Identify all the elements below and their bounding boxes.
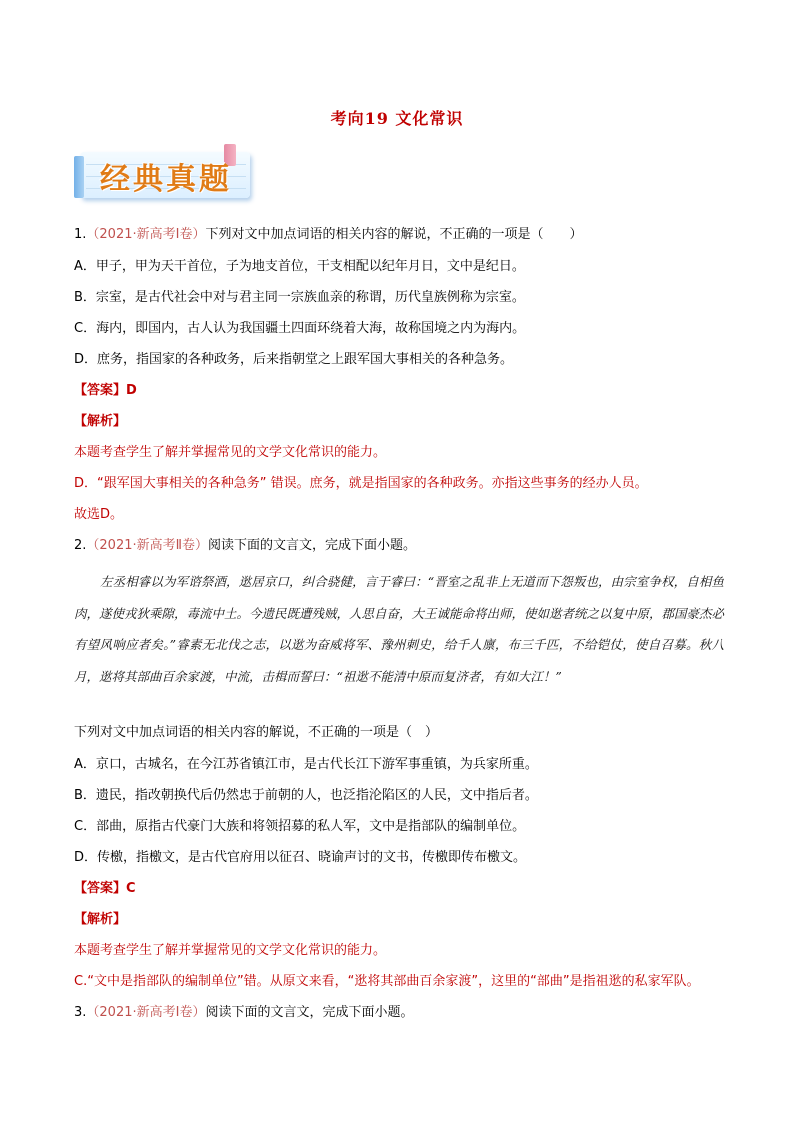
classical-passage: 左丞相睿以为军谘祭酒，逖居京口，纠合骁健，言于睿曰：“晋室之乱非上无道而下怨叛也，由宗室争权，自相鱼肉，遂使戎狄乘隙，毒流中土。今遗民既遭残贼，人思自奋，大王诚能命将出师，使如逖者统之以复中原，郡国豪杰必有望风响应者矣。”睿素无北伐之志，以逖为奋威将军、豫州刺史，给千人廪，布三千匹，不给铠仗，使自召募。秋八月，逖将其部曲百余家渡，中流，击楫而誓曰：“祖逖不能清中原而复济者，有如大江！” — [74, 574, 725, 684]
option-c: C．部曲，原指古代豪门大族和将领招募的私人军，文中是指部队的编制单位。 — [74, 819, 526, 834]
option-b: B．遗民，指改朝换代后仍然忠于前朝的人，也泛指沦陷区的人民，文中指后者。 — [74, 788, 538, 803]
question-text: 阅读下面的文言文，完成下面小题。 — [208, 538, 417, 553]
question-2-stem — [74, 537, 416, 555]
answer-label: 【答案】 — [74, 383, 127, 398]
answer-value: D — [126, 383, 137, 398]
option-b: B．宗室，是古代社会中对与君主同一宗族血亲的称谓，历代皇族例称为宗室。 — [74, 290, 525, 305]
answer-label: 【答案】 — [74, 881, 127, 896]
analysis-text: 本题考查学生了解并掌握常见的文学文化常识的能力。 — [74, 943, 387, 958]
question-3-stem — [74, 1004, 413, 1022]
question-source: （2021·新高考Ⅰ卷） — [86, 227, 206, 242]
option-c: C．海内，即国内，古人认为我国疆土四面环绕着大海，故称国境之内为海内。 — [74, 321, 526, 336]
question-source: （2021·新高考Ⅰ卷） — [86, 1005, 206, 1020]
answer-line — [74, 382, 137, 400]
question-2-prompt: 下列对文中加点词语的相关内容的解说，不正确的一项是（ ） — [74, 725, 439, 740]
question-1-stem — [74, 226, 582, 244]
question-source: （2021·新高考Ⅱ卷） — [86, 538, 209, 553]
option-a: A．京口，古城名，在今江苏省镇江市，是古代长江下游军事重镇，为兵家所重。 — [74, 757, 538, 772]
option-d: D．传檄，指檄文，是古代官府用以征召、晓谕声讨的文书，传檄即传布檄文。 — [74, 850, 527, 865]
answer-value: C — [126, 881, 136, 896]
banner-binding — [74, 156, 84, 198]
answer-line — [74, 880, 136, 898]
analysis-label: 【解析】 — [74, 414, 127, 429]
page-title: 考向19 文化常识 — [330, 109, 464, 128]
analysis-label: 【解析】 — [74, 912, 127, 927]
section-banner — [74, 148, 252, 202]
option-a: A．甲子，甲为天干首位，子为地支首位，干支相配以纪年月日，文中是纪日。 — [74, 259, 525, 274]
conclusion: 故选D。 — [74, 507, 124, 522]
analysis-detail: D．“跟军国大事相关的各种急务” 错误。庶务，就是指国家的各种政务。亦指这些事务的经办人员。 — [74, 476, 648, 491]
analysis-text: 本题考查学生了解并掌握常见的文学文化常识的能力。 — [74, 445, 387, 460]
question-number: 3. — [74, 1005, 87, 1020]
banner-label: 经典真题 — [100, 162, 232, 197]
analysis-detail: C.“文中是指部队的编制单位”错。从原文来看，“逖将其部曲百余家渡”，这里的“部曲”是指祖逖的私家军队。 — [74, 974, 700, 989]
question-number: 2. — [74, 538, 87, 553]
question-text: 阅读下面的文言文，完成下面小题。 — [205, 1005, 414, 1020]
question-number: 1. — [74, 227, 87, 242]
question-text: 下列对文中加点词语的相关内容的解说，不正确的一项是（ ） — [205, 227, 583, 242]
option-d: D．庶务，指国家的各种政务，后来指朝堂之上跟军国大事相关的各种急务。 — [74, 352, 514, 367]
